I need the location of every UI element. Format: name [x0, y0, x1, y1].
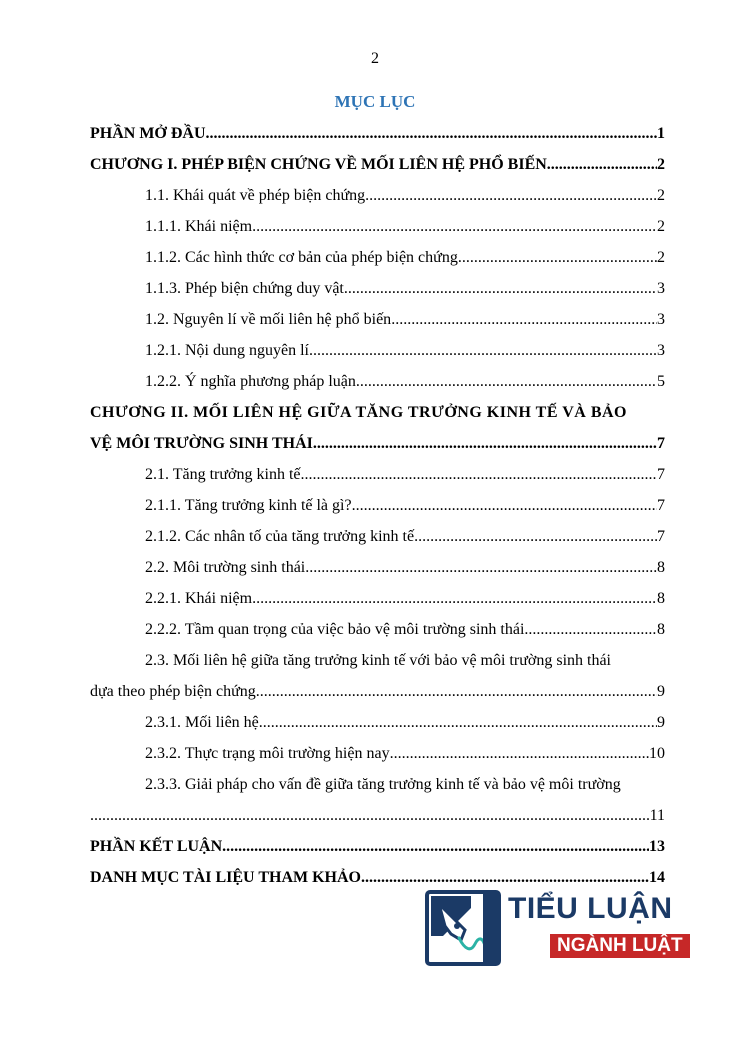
- logo-subtitle: NGÀNH LUẬT: [550, 934, 690, 958]
- toc-entry-1-1-2[interactable]: [90, 242, 665, 273]
- toc-entry-2-2[interactable]: [90, 552, 665, 583]
- toc-leader-dots: [547, 149, 657, 180]
- toc-entry-label: 2.3.2. Thực trạng môi trường hiện nay: [145, 745, 390, 762]
- toc-entry-page: 3: [657, 342, 665, 359]
- table-of-contents: [90, 118, 665, 893]
- toc-entry-page: 8: [657, 621, 665, 638]
- toc-entry-label: 2.3.1. Mối liên hệ: [145, 714, 259, 731]
- toc-entry-ket-luan[interactable]: [90, 831, 665, 862]
- toc-leader-dots: [352, 490, 657, 521]
- toc-entry-label: VỆ MÔI TRƯỜNG SINH THÁI: [90, 435, 313, 452]
- toc-entry-label: PHẦN MỞ ĐẦU: [90, 125, 206, 142]
- toc-entry-2-3-line1[interactable]: 2.3. Mối liên hệ giữa tăng trưởng kinh tế với bảo vệ môi trường sinh thái: [145, 652, 611, 669]
- toc-entry-label: dựa theo phép biện chứng: [90, 683, 256, 700]
- toc-entry-2-1-2[interactable]: [90, 521, 665, 552]
- toc-entry-page: 2: [657, 187, 665, 204]
- toc-leader-dots: [300, 459, 657, 490]
- pen-nib-icon: [425, 890, 501, 966]
- logo-title: TIỂU LUẬN: [508, 892, 673, 925]
- toc-leader-dots: [390, 738, 649, 769]
- toc-entry-page: 5: [657, 373, 665, 390]
- toc-entry-label: 1.1. Khái quát về phép biện chứng: [145, 187, 366, 204]
- toc-entry-page: 2: [657, 156, 665, 173]
- toc-entry-label: CHƯƠNG I. PHÉP BIỆN CHỨNG VỀ MỐI LIÊN HỆ PHỔ BIẾN: [90, 156, 547, 173]
- toc-entry-label: 1.1.3. Phép biện chứng duy vật: [145, 280, 344, 297]
- toc-entry-label: 2.2. Môi trường sinh thái: [145, 559, 306, 576]
- toc-entry-tai-lieu[interactable]: [90, 862, 665, 893]
- page-number: 2: [371, 50, 379, 67]
- toc-entry-label: 1.2. Nguyên lí về mối liên hệ phổ biến: [145, 311, 392, 328]
- toc-leader-dots: [344, 273, 657, 304]
- toc-entry-mo-dau[interactable]: [90, 118, 665, 149]
- toc-entry-page: 1: [657, 125, 665, 142]
- toc-entry-label: PHẦN KẾT LUẬN: [90, 838, 223, 855]
- toc-entry-2-3-2[interactable]: [90, 738, 665, 769]
- toc-entry-page: 3: [657, 311, 665, 328]
- toc-leader-dots: [361, 862, 649, 893]
- toc-entry-1-1-1[interactable]: [90, 211, 665, 242]
- toc-leader-dots: [313, 428, 657, 459]
- toc-entry-page: 8: [657, 559, 665, 576]
- toc-leader-dots: [365, 180, 657, 211]
- toc-leader-dots: [256, 676, 657, 707]
- toc-title: MỤC LỤC: [334, 92, 416, 111]
- toc-leader-dots: [90, 800, 650, 831]
- toc-entry-chuong-2[interactable]: [90, 428, 665, 459]
- toc-entry-chuong-2-line1[interactable]: CHƯƠNG II. MỐI LIÊN HỆ GIỮA TĂNG TRƯỞNG KINH TẾ VÀ BẢO: [90, 404, 627, 421]
- toc-entry-page: 2: [657, 249, 665, 266]
- toc-entry-label: 2.1. Tăng trưởng kinh tế: [145, 466, 301, 483]
- toc-entry-2-1-1[interactable]: [90, 490, 665, 521]
- toc-entry-page: 9: [657, 683, 665, 700]
- toc-leader-dots: [305, 552, 657, 583]
- toc-leader-dots: [524, 614, 657, 645]
- toc-leader-dots: [222, 831, 649, 862]
- toc-entry-label: 1.1.1. Khái niệm: [145, 218, 253, 235]
- toc-entry-page: 7: [657, 435, 665, 452]
- toc-leader-dots: [356, 366, 657, 397]
- toc-entry-page: 9: [657, 714, 665, 731]
- toc-entry-page: 13: [649, 838, 665, 855]
- toc-leader-dots: [391, 304, 657, 335]
- toc-entry-page: 14: [649, 869, 665, 886]
- toc-entry-1-1-3[interactable]: [90, 273, 665, 304]
- toc-entry-1-2-1[interactable]: [90, 335, 665, 366]
- toc-entry-page: 7: [657, 497, 665, 514]
- toc-entry-page: 8: [657, 590, 665, 607]
- toc-leader-dots: [206, 118, 657, 149]
- toc-entry-page: 7: [657, 466, 665, 483]
- toc-leader-dots: [252, 583, 657, 614]
- toc-leader-dots: [252, 211, 657, 242]
- toc-entry-page: 3: [657, 280, 665, 297]
- toc-entry-label: 1.1.2. Các hình thức cơ bản của phép biện chứng: [145, 249, 458, 266]
- toc-leader-dots: [309, 335, 657, 366]
- toc-entry-label: 2.2.2. Tầm quan trọng của việc bảo vệ môi trường sinh thái: [145, 621, 525, 638]
- toc-entry-2-1[interactable]: [90, 459, 665, 490]
- toc-entry-1-1[interactable]: [90, 180, 665, 211]
- toc-entry-label: 1.2.1. Nội dung nguyên lí: [145, 342, 309, 359]
- toc-entry-page: 11: [649, 807, 665, 824]
- toc-entry-2-2-1[interactable]: [90, 583, 665, 614]
- toc-entry-2-2-2[interactable]: [90, 614, 665, 645]
- toc-entry-label: DANH MỤC TÀI LIỆU THAM KHẢO: [90, 869, 361, 886]
- toc-entry-1-2-2[interactable]: [90, 366, 665, 397]
- toc-entry-2-3[interactable]: [90, 676, 665, 707]
- toc-entry-2-3-3[interactable]: [90, 800, 665, 831]
- toc-entry-chuong-1[interactable]: [90, 149, 665, 180]
- toc-entry-label: 1.2.2. Ý nghĩa phương pháp luận: [145, 373, 356, 390]
- toc-entry-page: 7: [657, 528, 665, 545]
- brand-logo: [425, 890, 683, 966]
- toc-entry-2-3-1[interactable]: [90, 707, 665, 738]
- toc-leader-dots: [458, 242, 657, 273]
- toc-leader-dots: [414, 521, 657, 552]
- toc-entry-1-2[interactable]: [90, 304, 665, 335]
- toc-entry-label: 2.2.1. Khái niệm: [145, 590, 253, 607]
- toc-entry-label: 2.1.2. Các nhân tố của tăng trưởng kinh tế: [145, 528, 415, 545]
- toc-entry-2-3-3-line1[interactable]: 2.3.3. Giải pháp cho vấn đề giữa tăng trưởng kinh tế và bảo vệ môi trường: [145, 776, 621, 793]
- toc-leader-dots: [259, 707, 657, 738]
- toc-entry-page: 10: [649, 745, 665, 762]
- toc-entry-label: 2.1.1. Tăng trưởng kinh tế là gì?: [145, 497, 352, 514]
- toc-entry-page: 2: [657, 218, 665, 235]
